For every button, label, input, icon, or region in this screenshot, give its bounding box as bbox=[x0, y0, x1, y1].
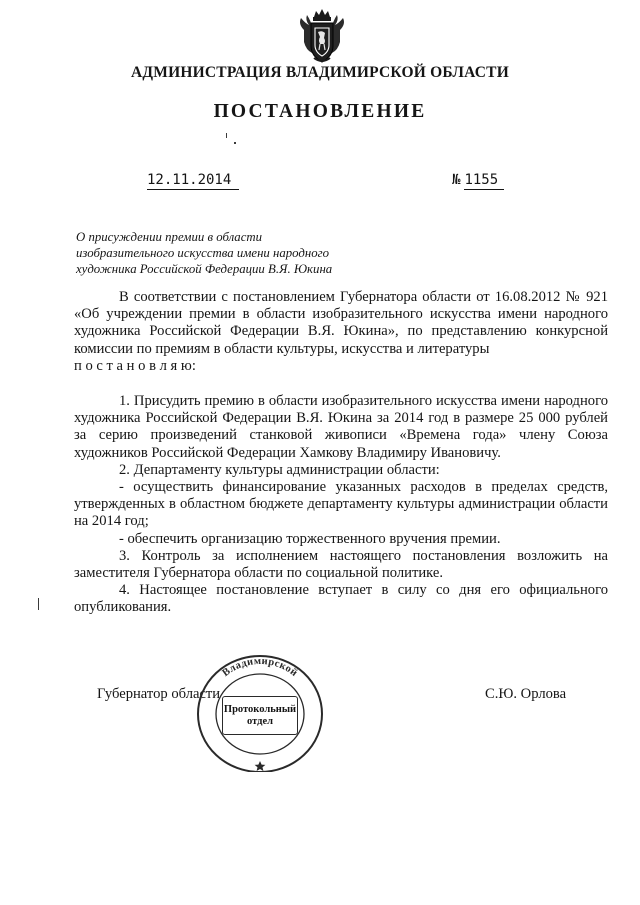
scan-speck bbox=[226, 133, 227, 138]
body-item: 4. Настоящее постановление вступает в силу со дня его официального опубликования. bbox=[74, 582, 608, 616]
scan-speck bbox=[38, 598, 39, 610]
signature-title: Губернатор области bbox=[97, 686, 221, 702]
body-item: - осуществить финансирование указанных расходов в пределах средств, утвержденных в областном бюджете департаменту культуры администрации области на 2014 год; bbox=[74, 479, 608, 530]
document-body bbox=[74, 289, 608, 617]
intro-paragraph: В соответствии с постановлением Губернатора области от 16.08.2012 № 921 «Об учреждении премии в области изобразительного искусства имени народного художника Российской Федерации В.Я. Юкина», по представлению конкурсной комиссии по премиям в области культуры, искусства и литературы bbox=[74, 289, 608, 357]
subject-line: О присуждении премии в области bbox=[76, 230, 263, 244]
document-subject bbox=[76, 229, 376, 277]
svg-text:Владимирской bbox=[221, 656, 300, 679]
body-item: 2. Департаменту культуры администрации области: bbox=[119, 461, 440, 478]
document-number bbox=[452, 172, 504, 188]
resolve-line: п о с т а н о в л я ю: bbox=[74, 357, 196, 374]
body-item: 3. Контроль за исполнением настоящего постановления возложить на заместителя Губернатора области по социальной политике. bbox=[74, 547, 608, 582]
subject-line: изобразительного искусства имени народного bbox=[76, 246, 330, 260]
stamp-box-line: отдел bbox=[247, 715, 273, 727]
stamp-box-line: Протокольный bbox=[223, 703, 297, 715]
body-item: 1. Присудить премию в области изобразительного искусства имени народного художника Российской Федерации В.Я. Юкина за 2014 год в размере 25 000 рублей за серию произведений станковой живописи «Времена года» члену Союза художников Российской Федерации Хамкову Владимиру Ивановичу. bbox=[74, 393, 608, 461]
body-item: - обеспечить организацию торжественного вручения премии. bbox=[119, 530, 501, 547]
coat-of-arms-icon bbox=[296, 8, 348, 66]
scan-speck bbox=[234, 142, 236, 144]
document-type-title: ПОСТАНОВЛЕНИЕ bbox=[213, 101, 427, 122]
organization-name: АДМИНИСТРАЦИЯ ВЛАДИМИРСКОЙ ОБЛАСТИ bbox=[131, 64, 509, 81]
number-value: 1155 bbox=[464, 172, 504, 190]
document-date: 12.11.2014 bbox=[147, 172, 239, 190]
stamp-inner-box bbox=[222, 696, 298, 735]
number-label: № bbox=[452, 172, 461, 188]
subject-line: художника Российской Федерации В.Я. Юкина bbox=[76, 262, 333, 276]
signature-name: С.Ю. Орлова bbox=[485, 686, 567, 702]
stamp-ring-text-top: Владимирской bbox=[220, 655, 300, 680]
